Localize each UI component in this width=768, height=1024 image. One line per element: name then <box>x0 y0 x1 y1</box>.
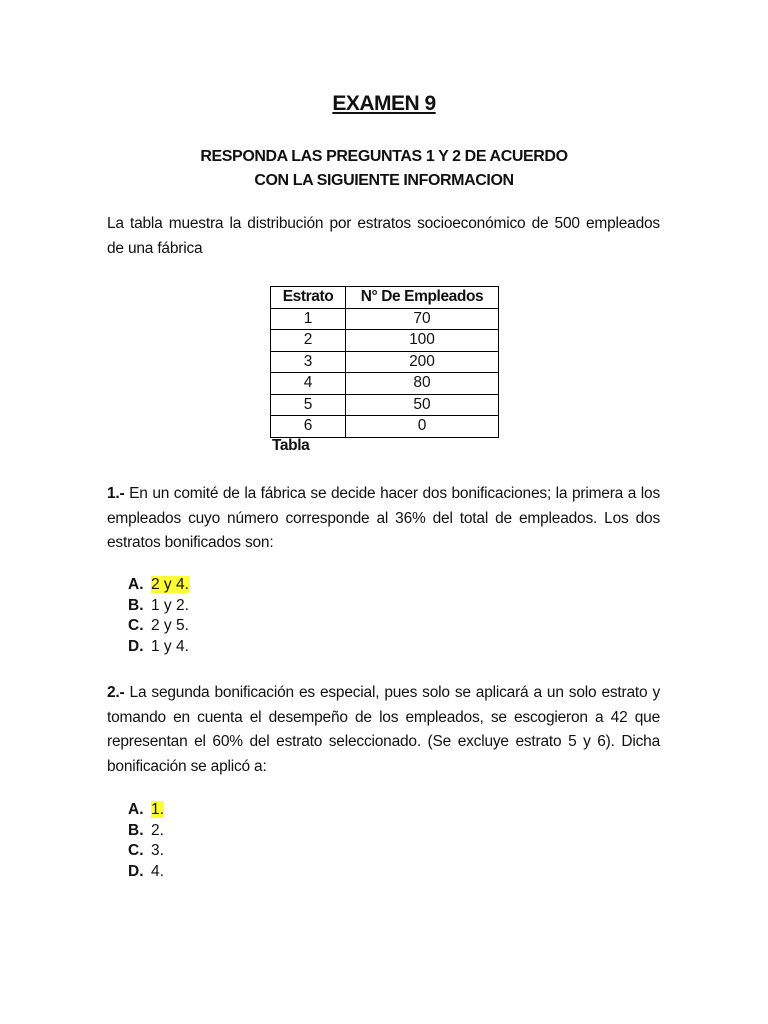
cell-estrato: 5 <box>271 394 346 416</box>
table-row <box>271 330 499 352</box>
instructions-heading <box>0 145 768 193</box>
option-letter: C. <box>128 617 144 634</box>
cell-estrato: 3 <box>271 351 346 373</box>
cell-empleados: 80 <box>346 373 499 395</box>
option-c <box>128 841 164 862</box>
option-letter: A. <box>128 801 144 818</box>
instructions-line-2: CON LA SIGUIENTE INFORMACION <box>254 172 514 189</box>
table-row <box>271 394 499 416</box>
option-letter: B. <box>128 821 144 839</box>
cell-empleados: 0 <box>346 416 499 438</box>
option-text: 2 y 5. <box>151 617 189 634</box>
option-d <box>128 637 189 658</box>
option-text-highlighted: 2 y 4. <box>151 576 189 593</box>
option-a <box>128 575 189 596</box>
option-a <box>128 800 164 821</box>
header-empleados: N° De Empleados <box>346 287 499 309</box>
cell-empleados: 100 <box>346 330 499 352</box>
question-text: La segunda bonificación es especial, pues solo se aplicará a un solo estrato y tomando en cuenta el desempeño de los empleados, se escogieron a 42 que representan el 60% del estrato seleccionado. (Se excluye estrato 5 y 6). Dicha bonificación se aplicó a: <box>107 684 660 775</box>
table-row <box>271 308 499 330</box>
cell-empleados: 50 <box>346 394 499 416</box>
cell-estrato: 4 <box>271 373 346 395</box>
option-d <box>128 862 164 883</box>
question-number: 1.- <box>107 485 125 502</box>
option-letter: D. <box>128 862 144 880</box>
option-text: 2. <box>151 821 164 839</box>
employee-distribution-table <box>270 286 499 438</box>
option-text: 1 y 2. <box>151 596 189 614</box>
option-c <box>128 616 189 637</box>
option-b <box>128 596 189 617</box>
table-header-row <box>271 287 499 309</box>
cell-empleados: 70 <box>346 308 499 330</box>
cell-estrato: 2 <box>271 330 346 352</box>
table-caption: Tabla <box>272 437 310 454</box>
table-row <box>271 351 499 373</box>
question-1 <box>107 482 660 556</box>
cell-estrato: 1 <box>271 308 346 330</box>
cell-estrato: 6 <box>271 416 346 438</box>
header-estrato: Estrato <box>271 287 346 309</box>
table-row <box>271 416 499 438</box>
question-2-options <box>128 800 164 882</box>
intro-paragraph: La tabla muestra la distribución por estratos socioeconómico de 500 empleados de una fábrica <box>107 215 660 257</box>
page-title: EXAMEN 9 <box>332 92 436 115</box>
table-row <box>271 373 499 395</box>
cell-empleados: 200 <box>346 351 499 373</box>
option-letter: B. <box>128 596 144 614</box>
question-number: 2.- <box>107 684 125 701</box>
option-letter: D. <box>128 637 144 655</box>
option-text: 4. <box>151 862 164 880</box>
option-text-highlighted: 1. <box>151 801 164 818</box>
option-letter: C. <box>128 842 144 859</box>
instructions-line-1: RESPONDA LAS PREGUNTAS 1 Y 2 DE ACUERDO <box>200 148 568 165</box>
question-2 <box>107 681 660 779</box>
option-text: 3. <box>151 842 164 859</box>
question-text: En un comité de la fábrica se decide hacer dos bonificaciones; la primera a los empleados cuyo número corresponde al 36% del total de empleados. Los dos estratos bonificados son: <box>107 485 660 551</box>
option-b <box>128 821 164 842</box>
question-1-options <box>128 575 189 657</box>
option-letter: A. <box>128 576 144 593</box>
option-text: 1 y 4. <box>151 637 189 655</box>
